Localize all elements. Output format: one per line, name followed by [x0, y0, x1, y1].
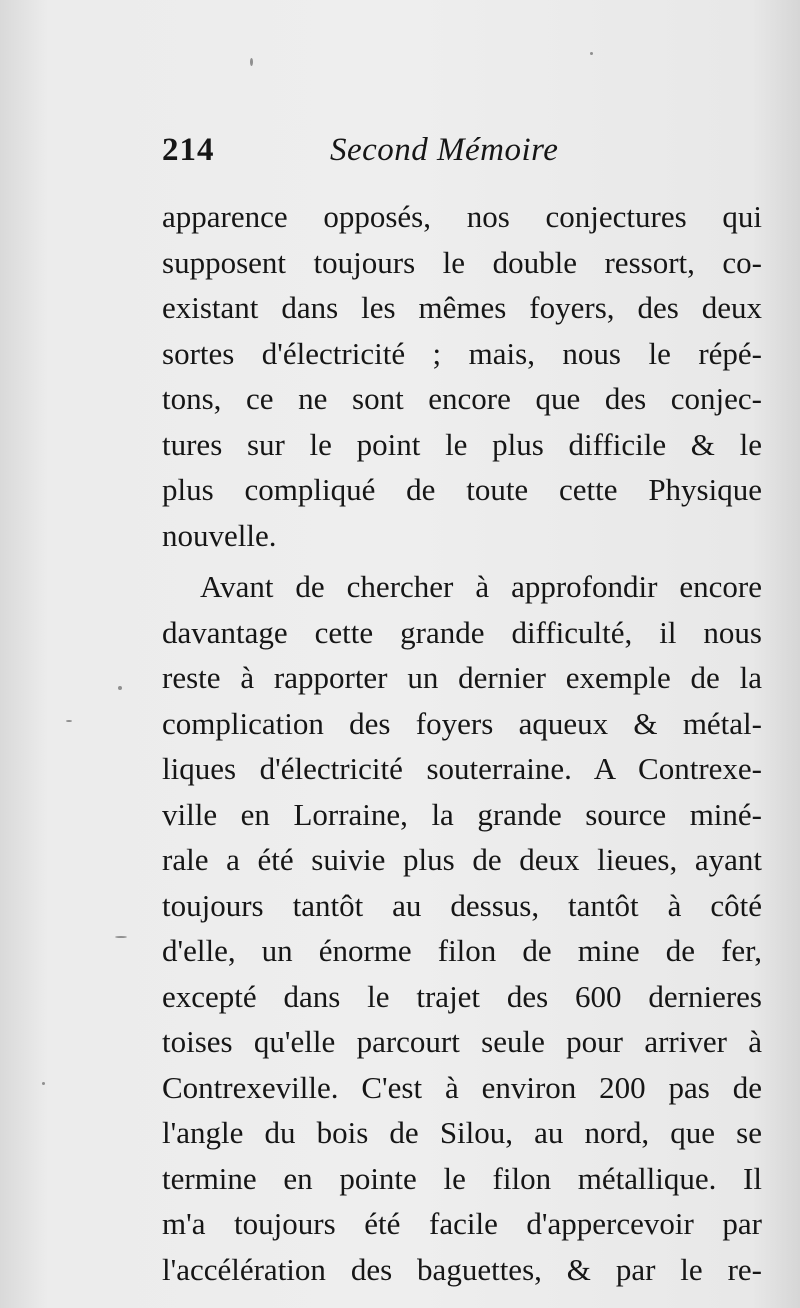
text-line: Avant de chercher à approfondir encore: [200, 569, 762, 604]
text-line: excepté dans le trajet des 600 dernieres: [162, 978, 762, 1014]
text-line: ville en Lorraine, la grande source miné-: [162, 796, 762, 832]
paragraph: [162, 194, 762, 558]
page-number: 214: [162, 132, 215, 168]
text-line: sortes d'électricité ; mais, nous le répé-: [162, 335, 762, 371]
text-line: apparence opposés, nos conjectures qui: [162, 199, 762, 234]
text-line: nouvelle.: [162, 517, 277, 553]
text-line: supposent toujours le double ressort, co-: [162, 244, 762, 280]
text-line: davantage cette grande difficulté, il nous: [162, 614, 762, 650]
text-line: liques d'électricité souterraine. A Contrexe-: [162, 751, 762, 786]
ink-speck: [66, 720, 72, 722]
text-line: plus compliqué de toute cette Physique: [162, 472, 762, 507]
text-line: l'angle du bois de Silou, au nord, que se: [162, 1115, 762, 1150]
ink-speck: [42, 1082, 45, 1085]
text-line: rale a été suivie plus de deux lieues, ayant: [162, 842, 762, 877]
text-line: tures sur le point le plus difficile & le: [162, 426, 762, 462]
text-line: Contrexeville. C'est à environ 200 pas de: [162, 1069, 762, 1105]
text-line: d'elle, un énorme filon de mine de fer,: [162, 933, 762, 968]
text-line: termine en pointe le filon métallique. Il: [162, 1160, 762, 1196]
ink-speck: [590, 52, 593, 55]
text-line: existant dans les mêmes foyers, des deux: [162, 290, 762, 325]
text-line: tons, ce ne sont encore que des conjec-: [162, 381, 762, 416]
body-text: [162, 194, 762, 1292]
text-line: reste à rapporter un dernier exemple de la: [162, 660, 762, 695]
running-title: Second Mémoire: [330, 132, 559, 168]
page-header: [162, 132, 782, 178]
text-line: complication des foyers aqueux & métal-: [162, 705, 762, 741]
ink-speck: [118, 686, 122, 690]
paragraph: [162, 564, 762, 1292]
ink-speck: [250, 58, 253, 66]
text-line: m'a toujours été facile d'appercevoir par: [162, 1206, 762, 1241]
ink-speck: [115, 936, 127, 938]
text-line: l'accélération des baguettes, & par le re-: [162, 1251, 762, 1287]
text-line: toujours tantôt au dessus, tantôt à côté: [162, 887, 762, 923]
text-line: toises qu'elle parcourt seule pour arriver à: [162, 1024, 762, 1059]
